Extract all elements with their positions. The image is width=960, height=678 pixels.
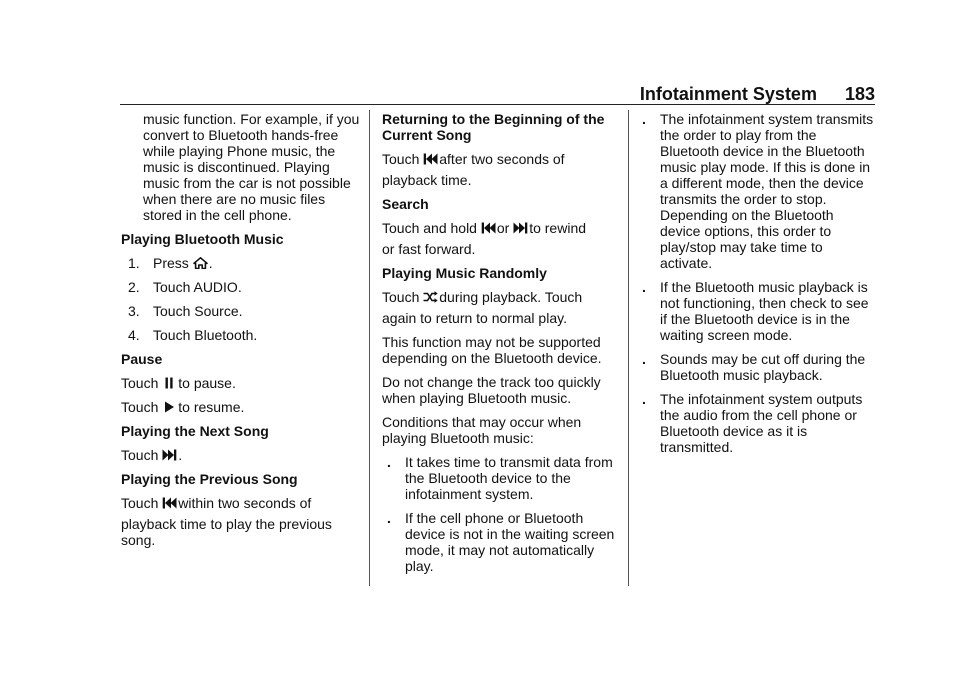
column-2: [382, 111, 618, 582]
text: or fast forward.: [382, 241, 476, 257]
search-instruction: [382, 220, 618, 257]
support-note: This function may not be supported depending on the Bluetooth device.: [382, 334, 602, 366]
bullet-mark: .: [642, 351, 646, 367]
text: Touch: [121, 399, 159, 415]
text: Touch: [121, 375, 159, 391]
header-rule: [120, 104, 875, 105]
step-number: 2.: [128, 279, 140, 295]
next-song-heading: Playing the Next Song: [121, 423, 269, 439]
bullet-text: If the Bluetooth music playback is not functioning, then check to see if the Bluetooth device is in the waiting screen mode.: [660, 279, 869, 343]
bullet-text: It takes time to transmit data from the Bluetooth device to the infotainment system.: [405, 454, 613, 502]
column-1: [121, 111, 361, 556]
previous-track-icon: [162, 497, 177, 509]
text: Touch: [382, 289, 420, 305]
return-instruction: [382, 151, 618, 188]
text: to resume.: [178, 399, 245, 415]
next-song-instruction: [121, 447, 361, 463]
pause-heading: Pause: [121, 351, 163, 367]
text: playback time.: [382, 172, 472, 188]
bullet-mark: .: [387, 454, 391, 470]
bullet-mark: .: [642, 111, 646, 127]
text: or: [496, 220, 510, 236]
text: after two seconds of: [439, 151, 565, 167]
return-to-beginning-heading: Returning to the Beginning of the Current Song: [382, 111, 605, 143]
list-item: [382, 454, 618, 502]
previous-song-heading: Playing the Previous Song: [121, 471, 298, 487]
column-3: [637, 111, 875, 463]
text: Touch: [382, 151, 420, 167]
text: within two seconds of: [178, 495, 312, 511]
next-track-icon: [513, 222, 528, 234]
resume-instruction: [121, 399, 361, 415]
list-item: [637, 111, 875, 271]
list-item: [637, 279, 875, 343]
step-3: [121, 303, 361, 319]
pause-instruction: [121, 375, 361, 391]
shuffle-icon: [423, 291, 438, 303]
previous-song-instruction: [121, 495, 361, 548]
text: to rewind: [529, 220, 587, 236]
text: Touch: [121, 495, 159, 511]
playing-bluetooth-heading: Playing Bluetooth Music: [121, 231, 284, 247]
bullet-mark: .: [642, 279, 646, 295]
search-heading: Search: [382, 196, 429, 212]
text: .: [178, 447, 183, 463]
previous-track-icon: [481, 222, 496, 234]
text: again to return to normal play.: [382, 310, 567, 326]
step-2: [121, 279, 361, 295]
step-text: Touch Source.: [153, 303, 243, 319]
bullet-text: If the cell phone or Bluetooth device is not in the waiting screen mode, it may not automatically play.: [405, 510, 615, 574]
bullet-text: The infotainment system outputs the audio from the cell phone or Bluetooth device as it is transmitted.: [660, 391, 863, 455]
next-track-icon: [162, 449, 177, 461]
step-text: Press: [153, 255, 189, 271]
bullet-mark: .: [642, 391, 646, 407]
text: during playback. Touch: [439, 289, 583, 305]
step-number: 4.: [128, 327, 140, 343]
step-1: [121, 255, 361, 271]
bullet-text: The infotainment system transmits the order to play from the Bluetooth device in the Bluetooth music play mode. If this is done in a different mode, then the device transmits the order to stop. Depending on the Bluetooth device options, this order to play/stop may take time to activate.: [660, 111, 874, 271]
bullet-mark: .: [387, 510, 391, 526]
step-number: 1.: [128, 255, 140, 271]
previous-track-icon: [423, 153, 438, 165]
intro-paragraph: music function. For example, if you convert to Bluetooth hands-free while playing Phone music, the music is discontinued. Playing music from the car is not possible when there are no music files stored in the cell phone.: [143, 111, 360, 223]
quick-change-note: Do not change the track too quickly when playing Bluetooth music.: [382, 374, 601, 406]
text: to pause.: [178, 375, 236, 391]
step-4: [121, 327, 361, 343]
play-icon: [162, 401, 177, 413]
bullet-text: Sounds may be cut off during the Bluetooth music playback.: [660, 351, 866, 383]
list-item: [637, 391, 875, 455]
text: Touch and hold: [382, 220, 477, 236]
column-divider: [369, 110, 370, 586]
step-text: Touch AUDIO.: [153, 279, 242, 295]
section-title: Infotainment System: [639, 84, 817, 104]
column-divider: [628, 110, 629, 586]
step-number: 3.: [128, 303, 140, 319]
conditions-intro: Conditions that may occur when playing Bluetooth music:: [382, 414, 582, 446]
page-header: [120, 84, 875, 104]
list-item: [382, 510, 618, 574]
step-text-after: .: [208, 255, 213, 271]
text: Touch: [121, 447, 159, 463]
page-number: 183: [844, 84, 875, 104]
random-instruction: [382, 289, 618, 326]
list-item: [637, 351, 875, 383]
step-text: Touch Bluetooth.: [153, 327, 258, 343]
home-icon: [193, 257, 208, 269]
pause-icon: [162, 377, 177, 389]
text: playback time to play the previous song.: [121, 516, 332, 548]
random-heading: Playing Music Randomly: [382, 265, 547, 281]
